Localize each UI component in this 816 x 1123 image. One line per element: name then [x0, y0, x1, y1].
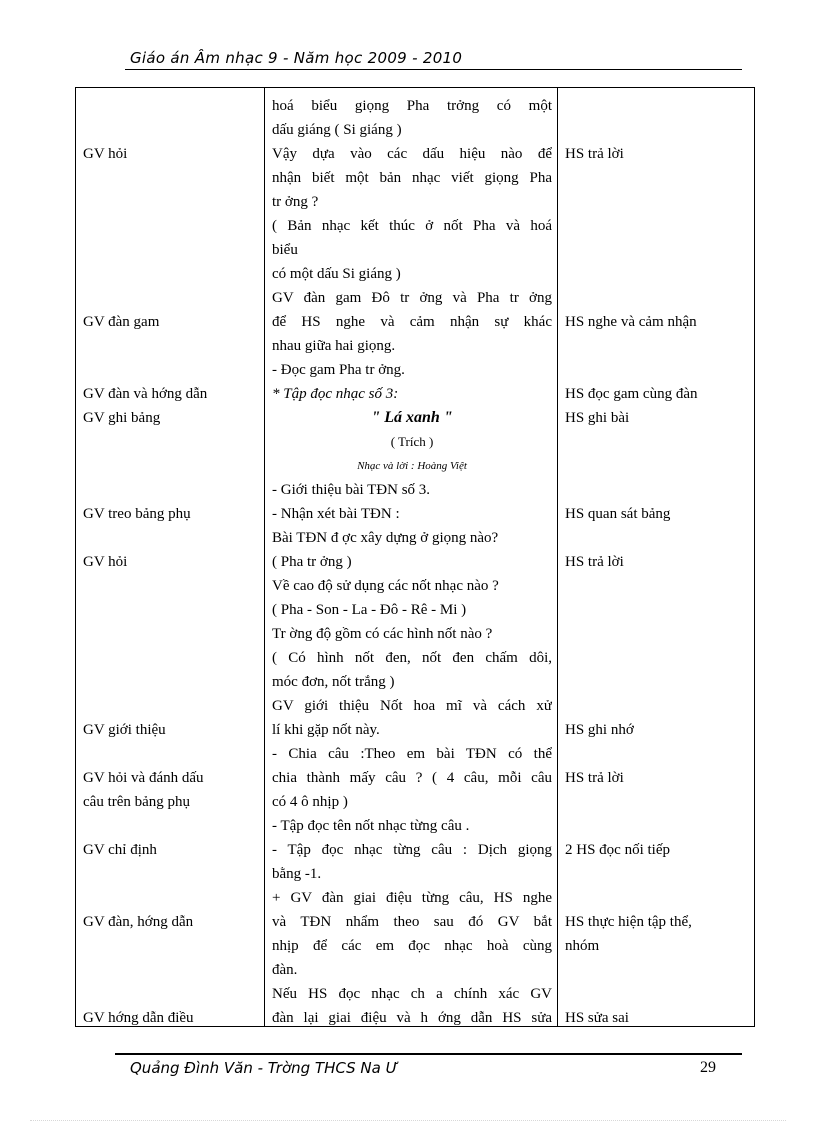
lesson-content-line: Vậy dựa vào các dấu hiệu nào để: [272, 146, 552, 162]
teacher-activity-line: GV hỏi: [83, 554, 128, 570]
lesson-content-line: để HS nghe và cảm nhận sự khác: [272, 314, 552, 330]
student-activity-line: HS đọc gam cùng đàn: [565, 386, 698, 402]
lesson-content-line: nhận biết một bản nhạc viết giọng Pha: [272, 170, 552, 186]
lesson-content-line: hoá biểu giọng Pha trởng có một: [272, 98, 552, 114]
column-divider-1: [264, 88, 265, 1026]
teacher-activity-line: câu trên bảng phụ: [83, 794, 191, 810]
student-activity-line: nhóm: [565, 938, 600, 954]
lesson-content-line: và TĐN nhẩm theo sau đó GV bắt: [272, 914, 552, 930]
column-divider-2: [557, 88, 558, 1026]
header-rule: [125, 69, 742, 70]
lesson-content-line: + GV đàn giai điệu từng câu, HS nghe: [272, 890, 552, 906]
lesson-table: [75, 87, 755, 1027]
teacher-activity-line: GV ghi bảng: [83, 410, 161, 426]
lesson-content-line: móc đơn, nốt trắng ): [272, 674, 395, 690]
lesson-content-line: ( Bản nhạc kết thúc ở nốt Pha và hoá: [272, 218, 552, 234]
lesson-content-line: GV giới thiệu Nốt hoa mĩ và cách xử: [272, 698, 552, 714]
teacher-activity-line: GV chỉ định: [83, 842, 157, 858]
page-bottom-dotted-line: [30, 1120, 786, 1121]
student-activity-line: HS ghi nhớ: [565, 722, 634, 738]
lesson-content-line: GV đàn gam Đô tr ởng và Pha tr ởng: [272, 290, 552, 306]
lesson-content-line: bằng -1.: [272, 866, 322, 882]
lesson-content-line: Về cao độ sử dụng các nốt nhạc nào ?: [272, 578, 499, 594]
teacher-activity-line: GV hớng dẫn điều: [83, 1010, 194, 1026]
lesson-content-line: ( Trích ): [390, 434, 434, 449]
student-activity-line: HS nghe và cảm nhận: [565, 314, 697, 330]
lesson-content-line: - Chia câu :Theo em bài TĐN có thể: [272, 746, 552, 762]
lesson-content-column: [272, 88, 552, 1026]
lesson-content-line: * Tập đọc nhạc số 3:: [272, 386, 399, 402]
page-number: 29: [700, 1059, 716, 1076]
lesson-content-line: ( Có hình nốt đen, nốt đen chấm dôi,: [272, 650, 552, 666]
lesson-content-line: Tr ờng độ gồm có các hình nốt nào ?: [272, 626, 493, 642]
student-activity-line: HS ghi bài: [565, 410, 630, 426]
student-activity-line: HS thực hiện tập thể,: [565, 914, 692, 930]
lesson-content-line: đàn lại giai điệu và h ớng dẫn HS sửa: [272, 1010, 552, 1026]
student-activity-column: [565, 88, 751, 1026]
lesson-content-line: " Lá xanh ": [371, 409, 453, 426]
lesson-content-line: Bài TĐN đ ợc xây dựng ở giọng nào?: [272, 530, 499, 546]
student-activity-line: HS trả lời: [565, 146, 624, 162]
page-footer-author: Quảng Đình Văn - Trờng THCS Na Ư: [130, 1059, 399, 1077]
student-activity-line: HS quan sát bảng: [565, 506, 671, 522]
lesson-content-line: - Giới thiệu bài TĐN số 3.: [272, 482, 431, 498]
lesson-content-line: có 4 ô nhịp ): [272, 794, 348, 810]
lesson-content-line: biểu: [272, 242, 298, 258]
teacher-activity-line: GV hỏi và đánh dấu: [83, 770, 204, 786]
lesson-content-line: ( Pha tr ởng ): [272, 554, 352, 570]
lesson-content-line: lí khi gặp nốt này.: [272, 722, 380, 738]
teacher-activity-line: GV đàn và hớng dẫn: [83, 386, 208, 402]
teacher-activity-line: GV hỏi: [83, 146, 128, 162]
lesson-content-line: ( Pha - Son - La - Đô - Rê - Mi ): [272, 602, 467, 618]
lesson-content-line: - Nhận xét bài TĐN :: [272, 506, 400, 522]
lesson-content-line: có một dấu Si giáng ): [272, 266, 401, 282]
lesson-content-line: dấu giáng ( Si giáng ): [272, 122, 402, 138]
teacher-activity-line: GV treo bảng phụ: [83, 506, 191, 522]
student-activity-line: HS sửa sai: [565, 1010, 629, 1026]
student-activity-line: 2 HS đọc nối tiếp: [565, 842, 670, 858]
lesson-content-line: đàn.: [272, 962, 298, 978]
teacher-activity-column: [83, 88, 259, 1026]
lesson-content-line: tr ởng ?: [272, 194, 319, 210]
lesson-content-line: Nhạc và lời : Hoàng Việt: [357, 460, 467, 472]
lesson-content-line: nhịp để các em đọc nhạc hoà cùng: [272, 938, 552, 954]
lesson-content-line: - Tập đọc nhạc từng câu : Dịch giọng: [272, 842, 552, 858]
student-activity-line: HS trả lời: [565, 770, 624, 786]
lesson-content-line: - Tập đọc tên nốt nhạc từng câu .: [272, 818, 470, 834]
lesson-content-line: chia thành mấy câu ? ( 4 câu, mỗi câu: [272, 770, 552, 786]
teacher-activity-line: GV giới thiệu: [83, 722, 166, 738]
footer-rule: [115, 1053, 742, 1055]
student-activity-line: HS trả lời: [565, 554, 624, 570]
lesson-content-line: - Đọc gam Pha tr ởng.: [272, 362, 405, 378]
teacher-activity-line: GV đàn gam: [83, 314, 160, 330]
lesson-content-line: nhau giữa hai giọng.: [272, 338, 396, 354]
page-header: Giáo án Âm nhạc 9 - Năm học 2009 - 2010: [130, 49, 463, 67]
lesson-content-line: Nếu HS đọc nhạc ch a chính xác GV: [272, 986, 552, 1002]
teacher-activity-line: GV đàn, hớng dẫn: [83, 914, 194, 930]
